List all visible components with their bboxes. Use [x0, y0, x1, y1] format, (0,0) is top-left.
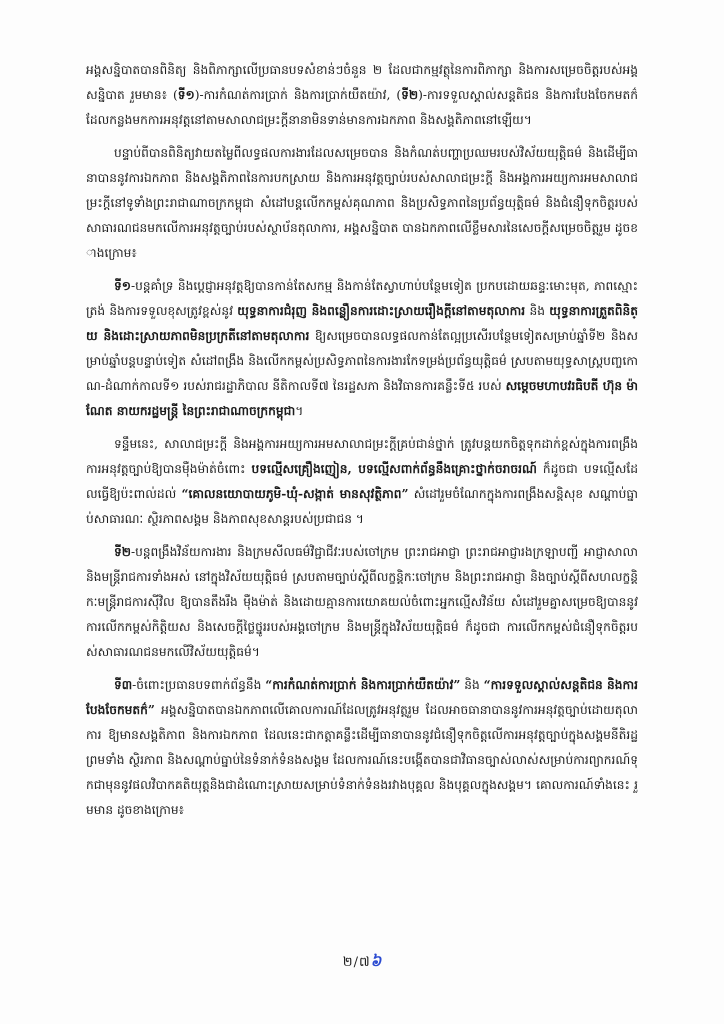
- text-run-bold: ទី១: [114, 279, 131, 293]
- text-run: -បន្តគាំទ្រ និងប្តេជ្ញាអនុវត្តឱ្យបានកាន់តែសកម្ម និងកាន់តែស្វាហាប់បន្ថែមទៀត ប្រកបដោយឆន្ទៈមោះមុត, ភាពស្មោះត្រង់ និងការទទួលខុសត្រូវខ្ពស់នូវ: [86, 279, 638, 318]
- text-run-bold: សម្តេចមហាបវរធិបតី ហ៊ុន ម៉ាណែត នាយករដ្ឋមន្ត្រី នៃព្រះរាជាណាចក្រកម្ពុជា: [86, 379, 638, 418]
- text-run: ឱ្យសម្រេចបានលទ្ធផលកាន់តែល្អប្រសើរបន្ថែមទៀតសម្រាប់ឆ្នាំទី២ និងសម្រាប់ឆ្នាំបន្តបន្ទាប់ទៀត សំដៅពង្រឹង និងលើកកម្ពស់ប្រសិទ្ធភាពនៃការងារកែទម្រង់ប្រព័ន្ធយុត្តិធម៌ ស្របតាមយុទ្ធសាស្ត្របញ្ចកោណ-ដំណាក់កាលទី១ របស់រាជរដ្ឋាភិបាល នីតិកាលទី៧ នៃរដ្ឋសភា និងវិធានការគន្លឹះទី៥ របស់: [86, 329, 638, 393]
- text-run-bold: ទី២: [401, 88, 419, 102]
- paragraph-point-1: [86, 274, 638, 424]
- text-run: និង: [525, 304, 550, 318]
- text-run: )-ការកំណត់ការប្រាក់ និងការប្រាក់យឺតយ៉ាវ, (: [194, 88, 402, 102]
- text-run: បន្ទាប់ពីបានពិនិត្យវាយតម្លៃពីលទ្ធផលការងារដែលសម្រេចបាន និងកំណត់បញ្ហាប្រឈមរបស់វិស័យយុត្តិធម៌ និងដើម្បីធានាបាននូវការឯកភាព និងសង្គតិភាពនៃការបកស្រាយ និងការអនុវត្តច្បាប់របស់សាលាជម្រះក្តី និងអង្គការអយ្យការអមសាលាជម្រះក្តីនៅទូទាំងព្រះរាជាណាចក្រកម្ពុជា សំដៅបន្តលើកកម្ពស់គុណភាព និងប្រសិទ្ធភាពនៃប្រព័ន្ធយុត្តិធម៌ និងជំនឿទុកចិត្តរបស់សាធារណជនមកលើការអនុវត្តច្បាប់របស់ស្ថាប័នតុលាការ, អង្គសន្និបាត បានឯកភាពលើខ្លឹមសារនៃសេចក្តីសម្រេចចិត្តរួម ដូចខាងក្រោម៖: [86, 146, 638, 260]
- page-footer: [0, 952, 724, 972]
- paragraph-context: [86, 141, 638, 266]
- text-run-bold: “ការកំណត់ការប្រាក់ និងការប្រាក់យឺតយ៉ាវ”: [265, 678, 461, 692]
- handwritten-page-digit: ៦: [370, 952, 382, 970]
- text-run-bold: ទី១: [177, 88, 195, 102]
- text-run: និង: [460, 678, 484, 692]
- text-run: អង្គសន្និបាតបានពិនិត្យ និងពិភាក្សាលើប្រធានបទសំខាន់ៗចំនួន ២ ដែលជាកម្មវត្ថុនៃការពិភាក្សា និងការសម្រេចចិត្តរបស់អង្គសន្និបាត រួមមាន៖ (: [86, 63, 638, 102]
- text-run: -ចំពោះប្រធានបទពាក់ព័ន្ធនឹង: [132, 678, 266, 692]
- paragraph-intro: [86, 58, 638, 133]
- text-run: អង្គសន្និបាតបានឯកភាពលើគោលការណ៍ដែលត្រូវអនុវត្តរួម ដែលអាចធានាបាននូវការអនុវត្តច្បាប់ដោយតុលាការ ឱ្យមានសង្គតិភាព និងការឯកភាព ដែលនេះជាកត្តាគន្លឹះដើម្បីធានាបាននូវជំនឿទុកចិត្តលើការអនុវត្តច្បាប់ក្នុងសង្គមនីតិរដ្ឋ ព្រមទាំង ស្ថិរភាព និងសណ្តាប់ធ្នាប់នៃទំនាក់ទំនងសង្គម ដែលការណ៍នេះបង្កើតបានជាវិធានច្បាស់លាស់សម្រាប់ការព្យាករណ៍ទុកជាមុននូវផលវិបាកគតិយុត្តនិងជាដំណោះស្រាយសម្រាប់ទំនាក់ទំនងរវាងបុគ្គល និងបុគ្គលក្នុងសង្គម។ គោលការណ៍ទាំងនេះ រួមមាន ដូចខាងក្រោម៖: [86, 703, 638, 817]
- text-run-bold: ទី៣: [114, 678, 133, 692]
- text-run-bold: “ការទទួលស្គាល់សន្តតិជន និងការបែងចែកមតក៌”: [86, 678, 638, 717]
- text-run-bold: យុទ្ធនាការត្រួតពិនិត្យ និងដោះស្រាយភាពមិនប្រក្រតីនៅតាមតុលាការ: [86, 304, 638, 343]
- paragraph-point-2: [86, 540, 638, 665]
- text-run-bold: “គោលនយោបាយភូមិ-ឃុំ-សង្កាត់ មានសុវត្ថិភាព”: [181, 487, 409, 501]
- text-run-bold: យុទ្ធនាការជំរុញ និងពន្លឿនការដោះស្រាយរឿងក្តីនៅតាមតុលាការ: [237, 304, 526, 318]
- text-run: ក៏ដូចជា បទល្មើសដែលធ្វើឱ្យប៉ះពាល់ដល់: [86, 462, 638, 501]
- text-run: សំដៅរួមចំណែកក្នុងការពង្រឹងសន្តិសុខ សណ្តាប់ធ្នាប់សាធារណៈ ស្ថិរភាពសង្គម និងភាពសុខសាន្តរបស់ប្រជាជន ។: [86, 487, 638, 526]
- text-run-bold: បទល្មើសគ្រឿងញៀន, បទល្មើសពាក់ព័ន្ធនឹងគ្រោះថ្នាក់ចរាចរណ៍: [251, 462, 537, 476]
- text-run: -បន្តពង្រឹងវិន័យការងារ និងក្រមសីលធម៌វិជ្ជាជីវៈរបស់ចៅក្រម ព្រះរាជអាជ្ញា ព្រះរាជអាជ្ញារងក្រឡាបញ្ជី អាជ្ញាសាលា និងមន្ត្រីរាជការទាំងអស់ នៅក្នុងវិស័យយុត្តិធម៌ ស្របតាមច្បាប់ស្តីពីលក្ខន្តិកៈចៅក្រម និងព្រះរាជអាជ្ញា និងច្បាប់ស្តីពីសហលក្ខន្តិកៈមន្ត្រីរាជការស៊ីវិល ឱ្យបានតឹងរឹង ម៉ឺងម៉ាត់ និងដោយគ្មានការយោគយល់ចំពោះអ្នកល្មើសវិន័យ សំដៅរួមគ្នាសម្រេចឱ្យបាននូវការលើកកម្ពស់កិត្តិយស និងសេចក្តីថ្លៃថ្នូររបស់អង្គចៅក្រម និងមន្ត្រីក្នុងវិស័យយុត្តិធម៌ ក៏ដូចជា ការលើកកម្ពស់ជំនឿទុកចិត្តរបស់សាធារណជនមកលើវិស័យយុត្តិធម៌។: [86, 545, 638, 659]
- page-number: ២/៧: [342, 955, 371, 970]
- paragraph-point-1-continued: [86, 432, 638, 532]
- text-run: ។: [295, 404, 304, 418]
- paragraph-point-3: [86, 673, 638, 823]
- text-run-bold: ទី២: [114, 545, 131, 559]
- document-body: [86, 58, 638, 831]
- text-run: ទន្ទឹមនេះ, សាលាជម្រះក្តី និងអង្គការអយ្យការអមសាលាជម្រះក្តីគ្រប់ជាន់ថ្នាក់ ត្រូវបន្តយកចិត្តទុកដាក់ខ្ពស់ក្នុងការពង្រឹងការអនុវត្តច្បាប់ឱ្យបានម៉ឺងម៉ាត់ចំពោះ: [86, 437, 638, 476]
- text-run: )-ការទទួលស្គាល់សន្តតិជន និងការបែងចែកមតក៌ ដែលកន្លងមកការអនុវត្តនៅតាមសាលាជម្រះក្តីនានាមិនទាន់មានការឯកភាព និងសង្គតិភាពនៅឡើយ។: [86, 88, 638, 127]
